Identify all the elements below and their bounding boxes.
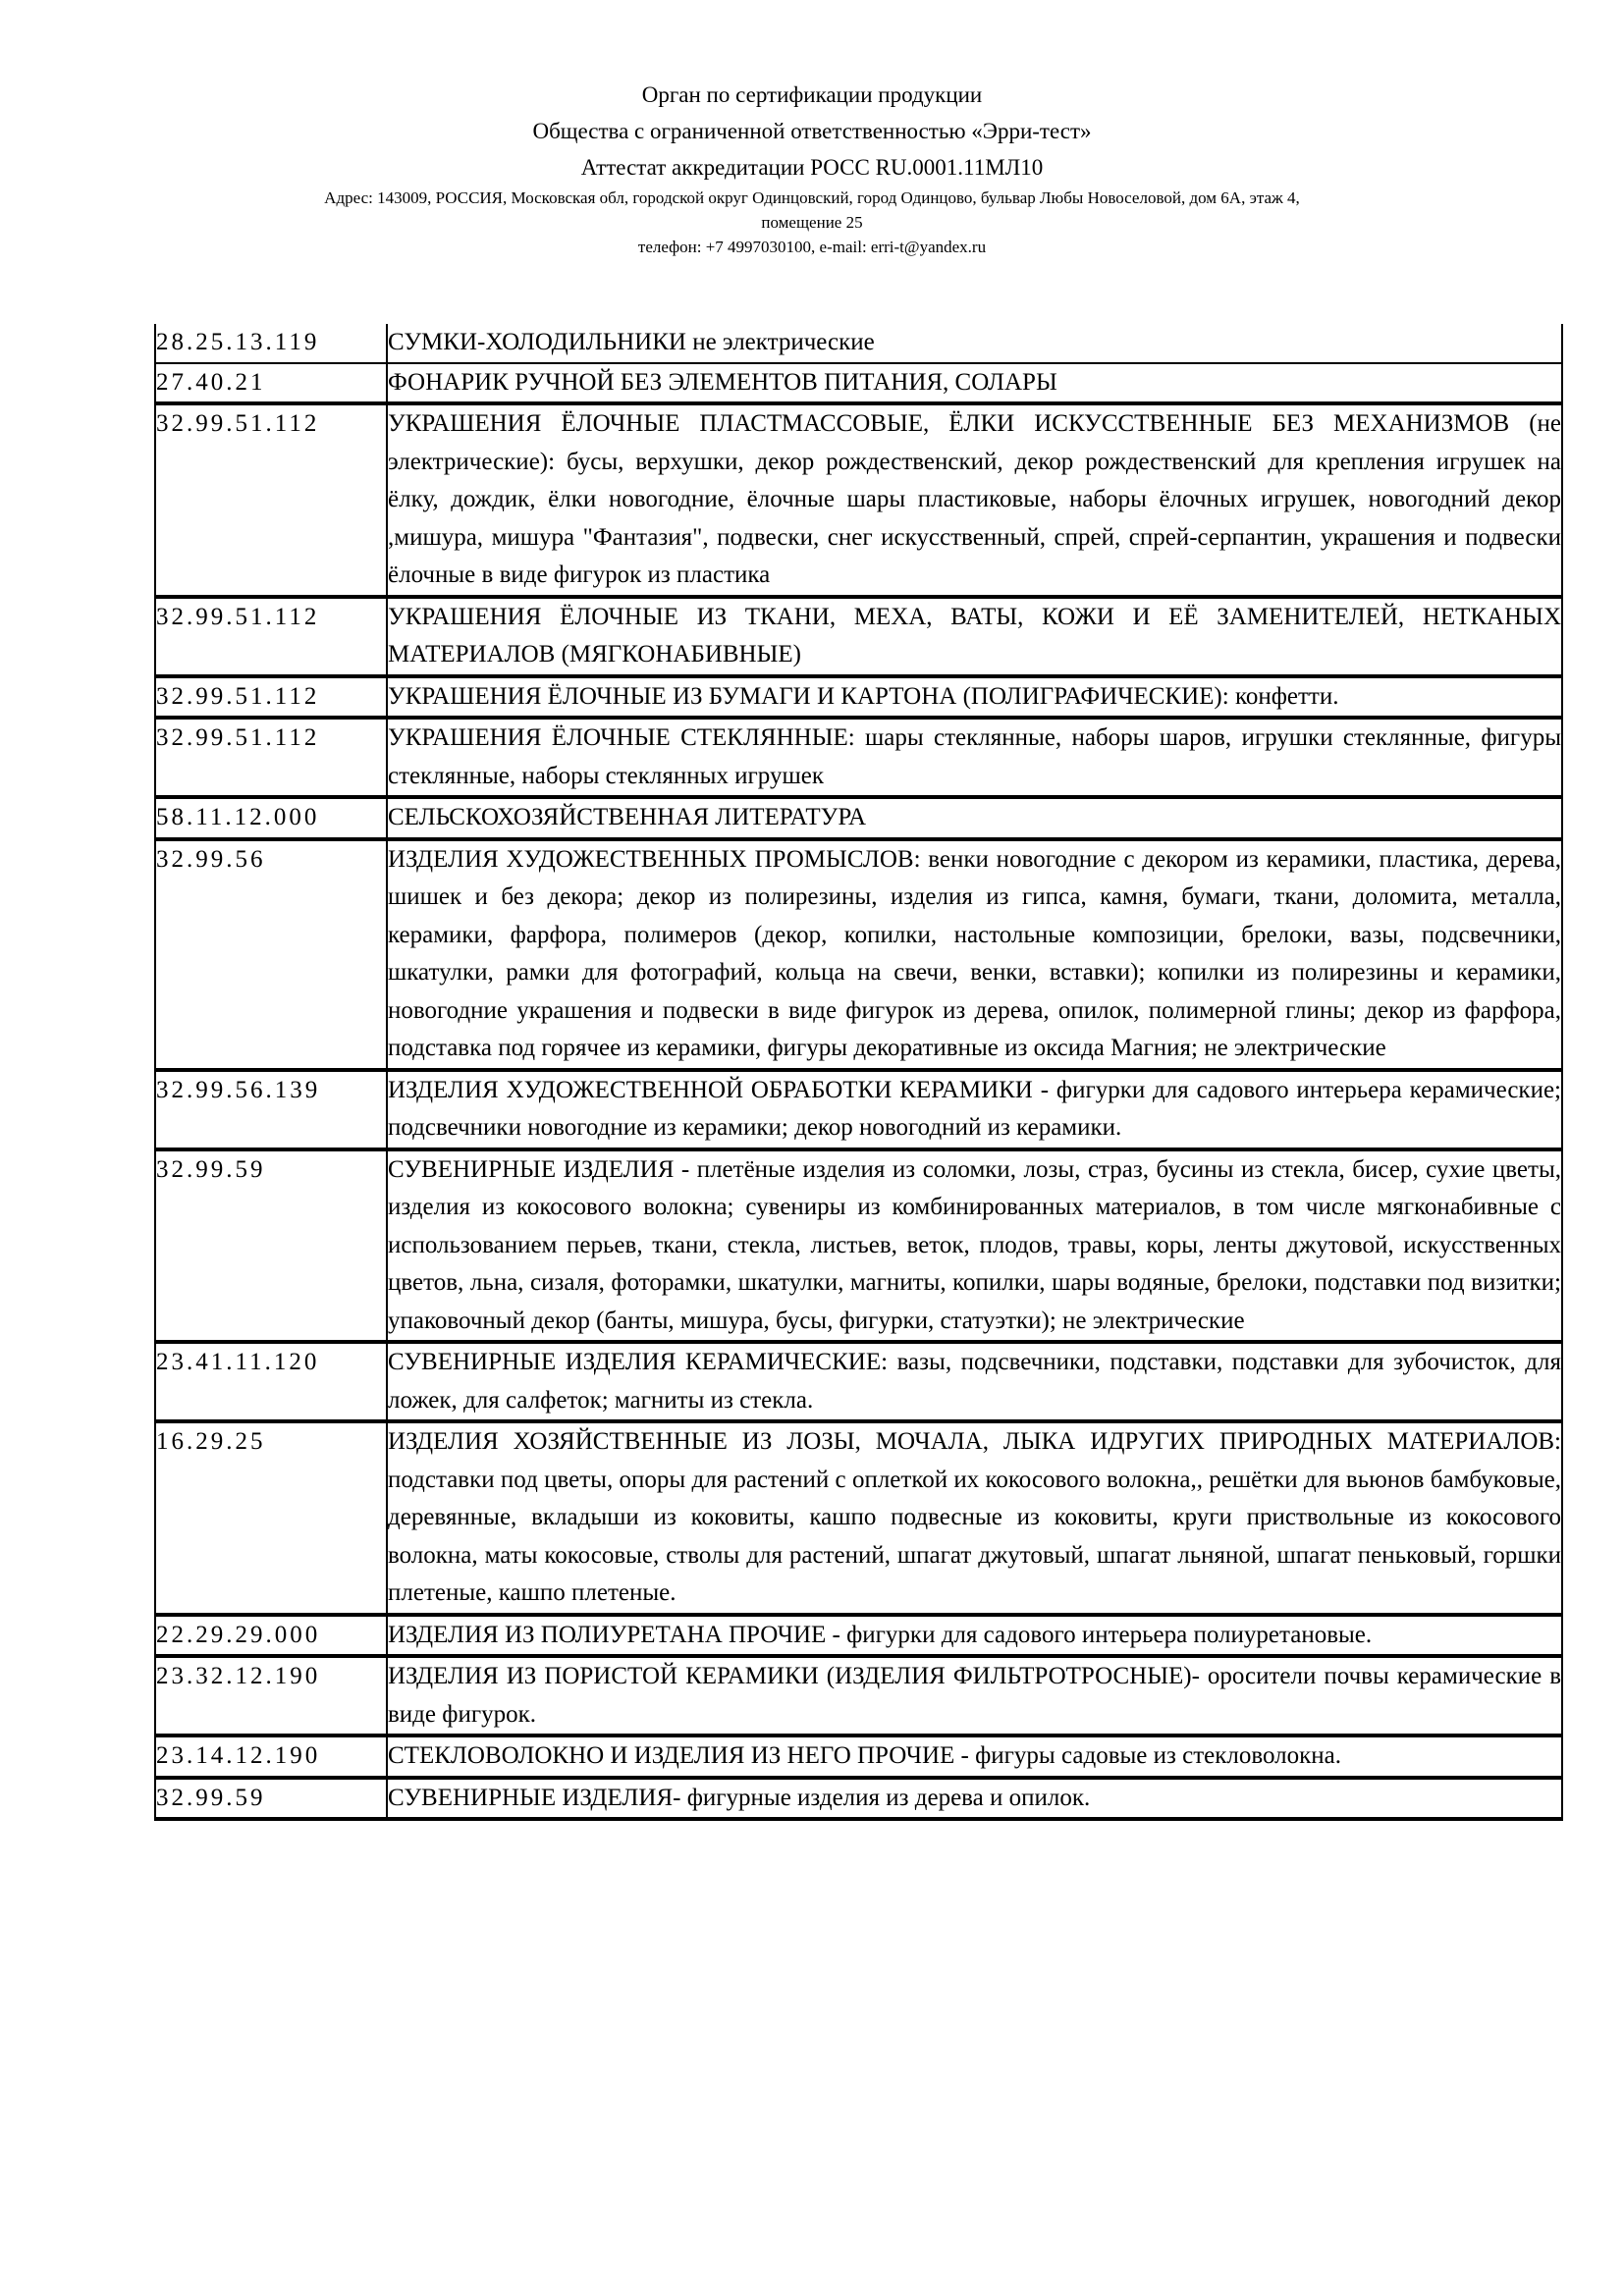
description-cell: ИЗДЕЛИЯ ХУДОЖЕСТВЕННОЙ ОБРАБОТКИ КЕРАМИКИ - фигурки для садового интерьера керамические; подсвечники новогодние из керамики; декор новогодний из керамики. <box>387 1070 1562 1149</box>
table-row <box>155 676 1562 719</box>
description-cell: СТЕКЛОВОЛОКНО И ИЗДЕЛИЯ ИЗ НЕГО ПРОЧИЕ - фигуры садовые из стекловолокна. <box>387 1735 1562 1778</box>
org-title-line2: Общества с ограниченной ответственностью «Эрри-тест» <box>532 119 1092 143</box>
contact-line: телефон: +7 4997030100, e-mail: erri-t@yandex.ru <box>637 238 987 256</box>
code-cell: 32.99.51.112 <box>155 718 387 797</box>
description-cell: УКРАШЕНИЯ ЁЛОЧНЫЕ ИЗ БУМАГИ И КАРТОНА (ПОЛИГРАФИЧЕСКИЕ): конфетти. <box>387 676 1562 719</box>
description-cell: ИЗДЕЛИЯ ХОЗЯЙСТВЕННЫЕ ИЗ ЛОЗЫ, МОЧАЛА, ЛЫКА ИДРУГИХ ПРИРОДНЫХ МАТЕРИАЛОВ: подставки под цветы, опоры для растений с оплеткой их кокосового волокна,, решётки для вьюнов бамбуковые, деревянные, вкладыши из коковиты, кашпо подвесные из коковиты, круги приствольные из кокосового волокна, маты кокосовые, стволы для растений, шпагат джутовый, шпагат льняной, шпагат пеньковый, горшки плетеные, кашпо плетеные. <box>387 1421 1562 1615</box>
code-cell: 32.99.59 <box>155 1778 387 1820</box>
table-row <box>155 1735 1562 1778</box>
table-row <box>155 363 1562 404</box>
description-cell: УКРАШЕНИЯ ЁЛОЧНЫЕ СТЕКЛЯННЫЕ: шары стеклянные, наборы шаров, игрушки стеклянные, фигуры стеклянные, наборы стеклянных игрушек <box>387 718 1562 797</box>
table-row <box>155 1342 1562 1421</box>
description-cell: ИЗДЕЛИЯ ХУДОЖЕСТВЕННЫХ ПРОМЫСЛОВ: венки новогодние с декором из керамики, пластика, дерева, шишек и без декора; декор из полирезины, изделия из гипса, камня, бумаги, ткани, доломита, металла, керамики, фарфора, полимеров (декор, копилки, настольные композиции, брелоки, вазы, подсвечники, шкатулки, рамки для фотографий, кольца на свечи, венки, вставки); копилки из полирезины и керамики, новогодние украшения и подвески в виде фигурок из дерева, опилок, полимерной глины; декор из фарфора, подставка под горячее из керамики, фигуры декоративные из оксида Магния; не электрические <box>387 839 1562 1070</box>
document-header <box>0 77 1624 259</box>
code-cell: 28.25.13.119 <box>155 324 387 363</box>
code-cell: 32.99.59 <box>155 1149 387 1343</box>
table-row <box>155 1149 1562 1343</box>
code-cell: 32.99.51.112 <box>155 403 387 597</box>
description-cell: ФОНАРИК РУЧНОЙ БЕЗ ЭЛЕМЕНТОВ ПИТАНИЯ, СОЛАРЫ <box>387 363 1562 404</box>
address-line2: помещение 25 <box>761 213 863 232</box>
code-cell: 58.11.12.000 <box>155 797 387 839</box>
table-row <box>155 1778 1562 1820</box>
code-cell: 23.41.11.120 <box>155 1342 387 1421</box>
code-cell: 23.14.12.190 <box>155 1735 387 1778</box>
accreditation-line: Аттестат аккредитации РОСС RU.0001.11МЛ10 <box>580 155 1044 180</box>
org-title-line1: Орган по сертификации продукции <box>641 82 983 107</box>
code-cell: 23.32.12.190 <box>155 1656 387 1735</box>
table-row <box>155 839 1562 1070</box>
code-cell: 22.29.29.000 <box>155 1615 387 1657</box>
description-cell: УКРАШЕНИЯ ЁЛОЧНЫЕ ПЛАСТМАССОВЫЕ, ЁЛКИ ИСКУССТВЕННЫЕ БЕЗ МЕХАНИЗМОВ (не электрические): бусы, верхушки, декор рождественский, декор рождественский для крепления игрушек на ёлку, дождик, ёлки новогодние, ёлочные шары пластиковые, наборы ёлочных игрушек, новогодний декор ,мишура, мишура "Фантазия", подвески, снег искусственный, спрей, спрей-серпантин, украшения и подвески ёлочные в виде фигурок из пластика <box>387 403 1562 597</box>
table-row <box>155 797 1562 839</box>
code-cell: 32.99.51.112 <box>155 597 387 676</box>
table-row <box>155 718 1562 797</box>
description-cell: СУВЕНИРНЫЕ ИЗДЕЛИЯ КЕРАМИЧЕСКИЕ: вазы, подсвечники, подставки, подставки для зубочисток, для ложек, для салфеток; магниты из стекла. <box>387 1342 1562 1421</box>
code-cell: 32.99.51.112 <box>155 676 387 719</box>
table-row <box>155 1656 1562 1735</box>
code-cell: 32.99.56 <box>155 839 387 1070</box>
product-table-body <box>155 324 1562 1819</box>
table-row <box>155 1615 1562 1657</box>
code-cell: 32.99.56.139 <box>155 1070 387 1149</box>
code-cell: 27.40.21 <box>155 363 387 404</box>
product-codes-table <box>154 324 1563 1821</box>
description-cell: ИЗДЕЛИЯ ИЗ ПОРИСТОЙ КЕРАМИКИ (ИЗДЕЛИЯ ФИЛЬТРОТРОСНЫЕ)- оросители почвы керамические в виде фигурок. <box>387 1656 1562 1735</box>
description-cell: ИЗДЕЛИЯ ИЗ ПОЛИУРЕТАНА ПРОЧИЕ - фигурки для садового интерьера полиуретановые. <box>387 1615 1562 1657</box>
description-cell: СУВЕНИРНЫЕ ИЗДЕЛИЯ- фигурные изделия из дерева и опилок. <box>387 1778 1562 1820</box>
table-row <box>155 597 1562 676</box>
table-row <box>155 324 1562 363</box>
table-row <box>155 1421 1562 1615</box>
description-cell: СУМКИ-ХОЛОДИЛЬНИКИ не электрические <box>387 324 1562 363</box>
address-line1: Адрес: 143009, РОССИЯ, Московская обл, городской округ Одинцовский, город Одинцово, бульвар Любы Новоселовой, дом 6А, этаж 4, <box>324 188 1300 207</box>
table-row <box>155 1070 1562 1149</box>
description-cell: СУВЕНИРНЫЕ ИЗДЕЛИЯ - плетёные изделия из соломки, лозы, страз, бусины из стекла, бисер, сухие цветы, изделия из кокосового волокна; сувениры из комбинированных материалов, в том числе мягконабивные с использованием перьев, ткани, стекла, листьев, веток, плодов, травы, коры, ленты джутовой, искусственных цветов, льна, сизаля, фоторамки, шкатулки, магниты, копилки, шары водяные, брелоки, подставки под визитки; упаковочный декор (банты, мишура, бусы, фигурки, статуэтки); не электрические <box>387 1149 1562 1343</box>
code-cell: 16.29.25 <box>155 1421 387 1615</box>
description-cell: СЕЛЬСКОХОЗЯЙСТВЕННАЯ ЛИТЕРАТУРА <box>387 797 1562 839</box>
description-cell: УКРАШЕНИЯ ЁЛОЧНЫЕ ИЗ ТКАНИ, МЕХА, ВАТЫ, КОЖИ И ЕЁ ЗАМЕНИТЕЛЕЙ, НЕТКАНЫХ МАТЕРИАЛОВ (МЯГКОНАБИВНЫЕ) <box>387 597 1562 676</box>
table-row <box>155 403 1562 597</box>
